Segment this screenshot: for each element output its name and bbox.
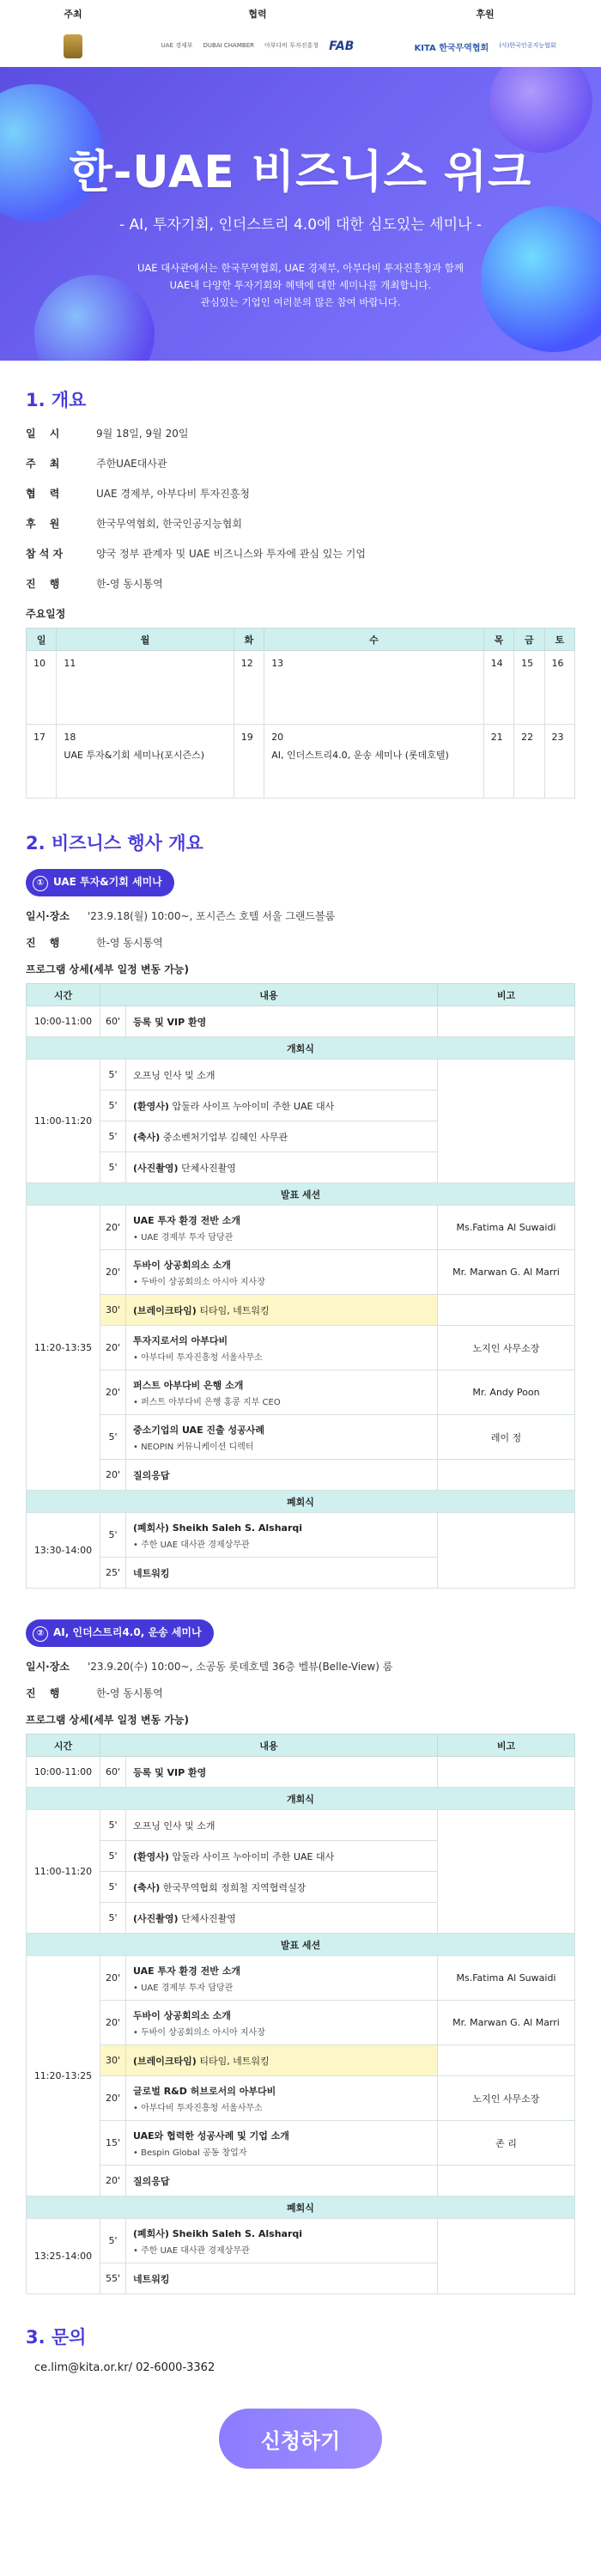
band-row bbox=[27, 1037, 575, 1060]
row-role: (사진촬영) bbox=[133, 1912, 179, 1924]
row-minutes: 5' bbox=[100, 1513, 126, 1558]
row-title: 두바이 상공회의소 소개 bbox=[133, 2009, 231, 2021]
row-title: 등록 및 VIP 환영 bbox=[133, 1766, 207, 1778]
program-row bbox=[27, 2121, 575, 2166]
row-content bbox=[126, 1558, 438, 1589]
hero-desc-line: UAE 대사관에서는 한국무역협회, UAE 경제부, 아부다비 투자진흥청과 함께 bbox=[137, 262, 464, 274]
row-title: 중소벤처기업부 김혜인 사무관 bbox=[162, 1131, 288, 1143]
language-key: 진 행 bbox=[26, 1687, 65, 1699]
program-row bbox=[27, 2001, 575, 2045]
row-minutes: 25' bbox=[100, 1558, 126, 1589]
venue-value: '23.9.18(월) 10:00~, 포시즌스 호텔 서울 그랜드볼룸 bbox=[88, 910, 336, 922]
apply-button[interactable]: 신청하기 bbox=[219, 2409, 382, 2469]
row-sub: • 두바이 상공회의소 아시아 지사장 bbox=[133, 2027, 265, 2038]
language-key: 진 행 bbox=[26, 937, 65, 949]
row-sub: 티타임, 네트워킹 bbox=[199, 1304, 270, 1316]
language-value: 한-영 동시통역 bbox=[96, 1687, 163, 1699]
overview-row bbox=[26, 456, 575, 471]
row-sub: • Bespin Global 공동 창업자 bbox=[133, 2148, 247, 2158]
row-note: Ms.Fatima Al Suwaidi bbox=[438, 1206, 575, 1250]
calendar-day bbox=[57, 651, 234, 725]
sponsor-bar bbox=[0, 0, 601, 67]
band-row bbox=[27, 1183, 575, 1206]
falcon-emblem-icon bbox=[64, 34, 82, 58]
row-title: 중소기업의 UAE 진출 성공사례 bbox=[133, 1424, 264, 1436]
program-row bbox=[27, 2166, 575, 2196]
row-minutes: 20' bbox=[100, 1326, 126, 1370]
row-content bbox=[126, 1326, 438, 1370]
row-sub: • UAE 경제부 투자 담당관 bbox=[133, 1232, 234, 1242]
row-title: 압둘라 사이프 누아이미 주한 UAE 대사 bbox=[172, 1850, 335, 1862]
row-content bbox=[126, 1810, 438, 1841]
row-note: Ms.Fatima Al Suwaidi bbox=[438, 1956, 575, 2001]
col-note: 비고 bbox=[438, 1735, 575, 1757]
calendar-event: UAE 투자&기회 세미나(포시즌스) bbox=[64, 750, 204, 762]
row-note: 존 리 bbox=[438, 2121, 575, 2166]
row-minutes: 5' bbox=[100, 1091, 126, 1121]
program-row bbox=[27, 1370, 575, 1415]
day-number: 13 bbox=[271, 658, 284, 669]
program-label: 프로그램 상세(세부 일정 변동 가능) bbox=[26, 1714, 189, 1726]
row-sub: • 주한 UAE 대사관 경제상무관 bbox=[133, 1540, 250, 1550]
row-content bbox=[126, 1250, 438, 1295]
overview-row bbox=[26, 516, 575, 531]
overview-value: 양국 정부 관계자 및 UAE 비즈니스와 투자에 관심 있는 기업 bbox=[96, 548, 366, 560]
col-time: 시간 bbox=[27, 1735, 100, 1757]
row-title: 단체사진촬영 bbox=[181, 1162, 236, 1174]
row-time: 13:30-14:00 bbox=[27, 1513, 100, 1589]
day-number: 23 bbox=[551, 732, 564, 743]
day-number: 11 bbox=[64, 658, 76, 669]
band-row bbox=[27, 1934, 575, 1956]
band-label: 발표 세션 bbox=[27, 1183, 575, 1206]
row-note: Mr. Andy Poon bbox=[438, 1370, 575, 1415]
col-content: 내용 bbox=[100, 984, 438, 1006]
row-content bbox=[126, 1091, 438, 1121]
row-content bbox=[126, 1121, 438, 1152]
row-title: 투자지로서의 아부다비 bbox=[133, 1334, 228, 1346]
row-title: 두바이 상공회의소 소개 bbox=[133, 1259, 231, 1271]
weekday-header: 토 bbox=[544, 629, 574, 651]
row-minutes: 20' bbox=[100, 2166, 126, 2196]
row-title: 압둘라 사이프 누아이미 주한 UAE 대사 bbox=[172, 1100, 335, 1112]
col-note: 비고 bbox=[438, 984, 575, 1006]
row-minutes: 20' bbox=[100, 1370, 126, 1415]
overview-row bbox=[26, 576, 575, 591]
row-minutes: 55' bbox=[100, 2263, 126, 2294]
overview-value: 한-영 동시통역 bbox=[96, 578, 163, 590]
row-minutes: 5' bbox=[100, 1810, 126, 1841]
row-title: 한국무역협회 정희철 지역협력실장 bbox=[162, 1881, 307, 1893]
row-minutes: 20' bbox=[100, 1250, 126, 1295]
band-label: 개회식 bbox=[27, 1788, 575, 1810]
program-row bbox=[27, 1956, 575, 2001]
program-row bbox=[27, 2219, 575, 2263]
program-row bbox=[27, 1250, 575, 1295]
row-content bbox=[126, 1370, 438, 1415]
row-content bbox=[126, 1956, 438, 2001]
day-number: 16 bbox=[551, 658, 564, 669]
seminar-title: UAE 투자&기회 세미나 bbox=[53, 876, 162, 888]
row-time: 11:20-13:35 bbox=[27, 1206, 100, 1491]
day-number: 22 bbox=[521, 732, 534, 743]
row-minutes: 5' bbox=[100, 2219, 126, 2263]
band-label: 개회식 bbox=[27, 1037, 575, 1060]
seminar-title: AI, 인더스트리4.0, 운송 세미나 bbox=[53, 1626, 202, 1638]
program-row bbox=[27, 1206, 575, 1250]
calendar-day bbox=[264, 651, 484, 725]
col-content: 내용 bbox=[100, 1735, 438, 1757]
row-content bbox=[126, 2121, 438, 2166]
host-label: 주최 bbox=[64, 9, 82, 20]
row-minutes: 30' bbox=[100, 1295, 126, 1326]
program-table bbox=[26, 983, 575, 1589]
row-minutes: 5' bbox=[100, 1903, 126, 1934]
row-minutes: 60' bbox=[100, 1757, 126, 1788]
program-row bbox=[27, 1006, 575, 1037]
program-row bbox=[27, 1460, 575, 1491]
kaia-logo: (사)한국인공지능협회 bbox=[499, 42, 556, 50]
row-sub: 티타임, 네트워킹 bbox=[199, 2055, 270, 2067]
hero-desc-line: 관심있는 기업인 여러분의 많은 참여 바랍니다. bbox=[200, 296, 401, 309]
overview-key: 주 최 bbox=[26, 458, 65, 470]
row-role: (사진촬영) bbox=[133, 1162, 179, 1174]
program-header bbox=[27, 1735, 575, 1757]
host-group bbox=[26, 7, 120, 67]
calendar-day bbox=[27, 651, 57, 725]
calendar-day bbox=[514, 651, 544, 725]
calendar-day bbox=[483, 725, 513, 799]
row-content bbox=[126, 1415, 438, 1460]
row-sub: • 퍼스트 아부다비 은행 홍콩 지부 CEO bbox=[133, 1397, 281, 1407]
program-row bbox=[27, 1295, 575, 1326]
row-time: 10:00-11:00 bbox=[27, 1006, 100, 1037]
row-title: 네트워킹 bbox=[133, 1567, 170, 1579]
row-minutes: 20' bbox=[100, 2076, 126, 2121]
day-number: 14 bbox=[490, 658, 503, 669]
program-header bbox=[27, 984, 575, 1006]
calendar-day bbox=[264, 725, 484, 799]
seminar-number: ② bbox=[33, 1626, 48, 1642]
row-sub: • 아부다비 투자진흥청 서울사무소 bbox=[133, 2103, 263, 2113]
day-number: 17 bbox=[33, 732, 46, 743]
row-content bbox=[126, 1872, 438, 1903]
row-note bbox=[438, 1295, 575, 1326]
partner-label: 협력 bbox=[248, 9, 267, 20]
overview-key: 협 력 bbox=[26, 488, 65, 500]
overview-title: 1. 개요 bbox=[26, 390, 87, 410]
band-label: 폐회식 bbox=[27, 2196, 575, 2219]
uae-embassy-logo bbox=[64, 34, 82, 58]
venue-key: 일시·장소 bbox=[26, 1661, 70, 1673]
band-row bbox=[27, 2196, 575, 2219]
band-label: 폐회식 bbox=[27, 1491, 575, 1513]
weekday-header: 화 bbox=[234, 629, 264, 651]
row-minutes: 20' bbox=[100, 1956, 126, 2001]
row-sub: • 두바이 상공회의소 아시아 지사장 bbox=[133, 1277, 265, 1287]
row-minutes: 30' bbox=[100, 2045, 126, 2076]
program-row bbox=[27, 1415, 575, 1460]
row-content bbox=[126, 2166, 438, 2196]
seminar-2-section bbox=[26, 1619, 575, 2294]
overview-info bbox=[26, 426, 575, 591]
venue-value: '23.9.20(수) 10:00~, 소공동 롯데호텔 36층 벨뷰(Belle-View) 룸 bbox=[88, 1661, 393, 1673]
row-content bbox=[126, 1460, 438, 1491]
calendar-day bbox=[27, 725, 57, 799]
row-title: 질의응답 bbox=[133, 2175, 170, 2187]
row-minutes: 5' bbox=[100, 1415, 126, 1460]
row-note: 노지인 사무소장 bbox=[438, 2076, 575, 2121]
row-content bbox=[126, 2263, 438, 2294]
row-note bbox=[438, 1060, 575, 1183]
day-number: 20 bbox=[271, 732, 284, 743]
language-row bbox=[26, 1686, 575, 1700]
seminar-1-section bbox=[26, 869, 575, 1589]
row-minutes: 5' bbox=[100, 1060, 126, 1091]
dubai-chamber-logo: DUBAI CHAMBER bbox=[203, 42, 254, 50]
seminar-badge bbox=[26, 1619, 214, 1647]
seminar-number: ① bbox=[33, 876, 48, 891]
row-content bbox=[126, 2219, 438, 2263]
schedule-calendar bbox=[26, 628, 575, 799]
row-minutes: 60' bbox=[100, 1006, 126, 1037]
hero-desc-line: UAE내 다양한 투자기회와 혜택에 대한 세미나를 개최합니다. bbox=[169, 279, 432, 292]
kita-logo: KITA 한국무역협회 bbox=[414, 43, 489, 53]
row-note: Mr. Marwan G. Al Marri bbox=[438, 1250, 575, 1295]
row-time: 11:20-13:25 bbox=[27, 1956, 100, 2196]
program-row bbox=[27, 2045, 575, 2076]
row-minutes: 20' bbox=[100, 1206, 126, 1250]
row-title: 질의응답 bbox=[133, 1469, 170, 1481]
overview-key: 일 시 bbox=[26, 428, 65, 440]
fab-logo: FAB bbox=[329, 39, 355, 53]
band-row bbox=[27, 1491, 575, 1513]
row-minutes: 15' bbox=[100, 2121, 126, 2166]
calendar-day bbox=[483, 651, 513, 725]
row-minutes: 5' bbox=[100, 1872, 126, 1903]
row-title: (폐회사) Sheikh Saleh S. Alsharqi bbox=[133, 2227, 303, 2239]
row-role: (축사) bbox=[133, 1881, 161, 1893]
row-title: (폐회사) Sheikh Saleh S. Alsharqi bbox=[133, 1522, 303, 1534]
day-number: 12 bbox=[240, 658, 253, 669]
calendar-day bbox=[57, 725, 234, 799]
overview-row bbox=[26, 486, 575, 501]
venue-row bbox=[26, 908, 575, 923]
row-content bbox=[126, 1295, 438, 1326]
contact-info[interactable]: ce.lim@kita.or.kr/ 02-6000-3362 bbox=[34, 2361, 216, 2374]
support-label: 후원 bbox=[476, 9, 495, 20]
row-content bbox=[126, 2076, 438, 2121]
row-role: (환영사) bbox=[133, 1100, 169, 1112]
row-time: 10:00-11:00 bbox=[27, 1757, 100, 1788]
program-row bbox=[27, 1060, 575, 1091]
row-content bbox=[126, 1841, 438, 1872]
row-sub: • NEOPIN 커뮤니케이션 디렉터 bbox=[133, 1442, 254, 1452]
venue-row bbox=[26, 1659, 575, 1674]
calendar-day bbox=[544, 651, 574, 725]
day-number: 19 bbox=[240, 732, 253, 743]
row-note bbox=[438, 2045, 575, 2076]
program-row bbox=[27, 1326, 575, 1370]
program-label: 프로그램 상세(세부 일정 변동 가능) bbox=[26, 963, 189, 975]
inquiry-title: 3. 문의 bbox=[26, 2327, 87, 2348]
row-title: 퍼스트 아부다비 은행 소개 bbox=[133, 1379, 244, 1391]
row-content bbox=[126, 1903, 438, 1934]
row-note bbox=[438, 1757, 575, 1788]
row-note bbox=[438, 2219, 575, 2294]
row-title: (브레이크타임) bbox=[133, 1304, 197, 1316]
row-title: 단체사진촬영 bbox=[181, 1912, 236, 1924]
calendar-day bbox=[234, 651, 264, 725]
row-role: (축사) bbox=[133, 1131, 161, 1143]
band-row bbox=[27, 1788, 575, 1810]
schedule-label: 주요일정 bbox=[26, 608, 66, 620]
calendar-day bbox=[514, 725, 544, 799]
overview-row bbox=[26, 546, 575, 561]
row-minutes: 20' bbox=[100, 1460, 126, 1491]
row-note bbox=[438, 1460, 575, 1491]
hero-description bbox=[99, 259, 502, 311]
program-row bbox=[27, 1757, 575, 1788]
day-number: 10 bbox=[33, 658, 46, 669]
language-row bbox=[26, 935, 575, 950]
calendar-event: AI, 인더스트리4.0, 운송 세미나 (롯데호텔) bbox=[271, 750, 449, 762]
row-title: 오프닝 인사 및 소개 bbox=[133, 1820, 216, 1832]
row-title: (브레이크타임) bbox=[133, 2055, 197, 2067]
band-label: 발표 세션 bbox=[27, 1934, 575, 1956]
overview-value: 주한UAE대사관 bbox=[96, 458, 167, 470]
program-row bbox=[27, 1810, 575, 1841]
calendar-day bbox=[234, 725, 264, 799]
row-content bbox=[126, 1060, 438, 1091]
row-note bbox=[438, 2166, 575, 2196]
day-number: 15 bbox=[521, 658, 534, 669]
row-note bbox=[438, 1810, 575, 1934]
overview-value: 한국무역협회, 한국인공지능협회 bbox=[96, 518, 242, 530]
overview-value: 9월 18일, 9월 20일 bbox=[96, 428, 189, 440]
hero-subtitle: - AI, 투자기회, 인더스트리 4.0에 대한 심도있는 세미나 - bbox=[118, 216, 482, 234]
row-note: Mr. Marwan G. Al Marri bbox=[438, 2001, 575, 2045]
language-value: 한-영 동시통역 bbox=[96, 937, 163, 949]
weekday-header: 금 bbox=[514, 629, 544, 651]
overview-key: 참 석 자 bbox=[26, 548, 64, 560]
row-minutes: 5' bbox=[100, 1152, 126, 1183]
adio-logo: 아부다비 투자진흥청 bbox=[264, 42, 319, 50]
program-table bbox=[26, 1734, 575, 2294]
row-time: 11:00-11:20 bbox=[27, 1060, 100, 1183]
weekday-header: 목 bbox=[483, 629, 513, 651]
program-row bbox=[27, 2076, 575, 2121]
row-sub: • 주한 UAE 대사관 경제상무관 bbox=[133, 2245, 250, 2256]
col-time: 시간 bbox=[27, 984, 100, 1006]
row-note: 레이 정 bbox=[438, 1415, 575, 1460]
support-group bbox=[395, 7, 575, 67]
row-note bbox=[438, 1513, 575, 1589]
venue-key: 일시·장소 bbox=[26, 910, 70, 922]
program-row bbox=[27, 1513, 575, 1558]
row-content bbox=[126, 1757, 438, 1788]
row-title: UAE 투자 환경 전반 소개 bbox=[133, 1965, 240, 1977]
row-sub: • 아부다비 투자진흥청 서울사무소 bbox=[133, 1352, 263, 1363]
row-content bbox=[126, 2045, 438, 2076]
day-number: 18 bbox=[64, 732, 76, 743]
row-time: 11:00-11:20 bbox=[27, 1810, 100, 1934]
overview-key: 진 행 bbox=[26, 578, 65, 590]
row-minutes: 5' bbox=[100, 1841, 126, 1872]
calendar-day bbox=[544, 725, 574, 799]
partner-group bbox=[120, 7, 395, 67]
row-title: 네트워킹 bbox=[133, 2273, 170, 2285]
row-title: UAE 투자 환경 전반 소개 bbox=[133, 1214, 240, 1226]
day-number: 21 bbox=[490, 732, 503, 743]
seminar-badge bbox=[26, 869, 174, 896]
overview-key: 후 원 bbox=[26, 518, 65, 530]
weekday-header: 수 bbox=[264, 629, 484, 651]
row-content bbox=[126, 1513, 438, 1558]
row-title: 오프닝 인사 및 소개 bbox=[133, 1069, 216, 1081]
row-content bbox=[126, 1206, 438, 1250]
hero-banner bbox=[0, 67, 601, 361]
row-minutes: 20' bbox=[100, 2001, 126, 2045]
row-role: (환영사) bbox=[133, 1850, 169, 1862]
business-title: 2. 비즈니스 행사 개요 bbox=[26, 833, 203, 854]
row-content bbox=[126, 1152, 438, 1183]
row-title: 글로벌 R&D 허브로서의 아부다비 bbox=[133, 2085, 276, 2097]
weekday-header: 월 bbox=[57, 629, 234, 651]
row-minutes: 5' bbox=[100, 1121, 126, 1152]
row-title: UAE와 협력한 성공사례 및 기업 소개 bbox=[133, 2129, 289, 2142]
weekday-header: 일 bbox=[27, 629, 57, 651]
uae-ministry-logo: UAE 경제부 bbox=[161, 42, 193, 50]
row-title: 등록 및 VIP 환영 bbox=[133, 1016, 207, 1028]
row-content bbox=[126, 2001, 438, 2045]
row-content bbox=[126, 1006, 438, 1037]
hero-title: 한-UAE 비즈니스 위크 bbox=[69, 147, 532, 198]
row-time: 13:25-14:00 bbox=[27, 2219, 100, 2294]
row-note: 노지인 사무소장 bbox=[438, 1326, 575, 1370]
overview-value: UAE 경제부, 아부다비 투자진흥청 bbox=[96, 488, 250, 500]
row-note bbox=[438, 1006, 575, 1037]
row-sub: • UAE 경제부 투자 담당관 bbox=[133, 1983, 234, 1993]
overview-row bbox=[26, 426, 575, 440]
